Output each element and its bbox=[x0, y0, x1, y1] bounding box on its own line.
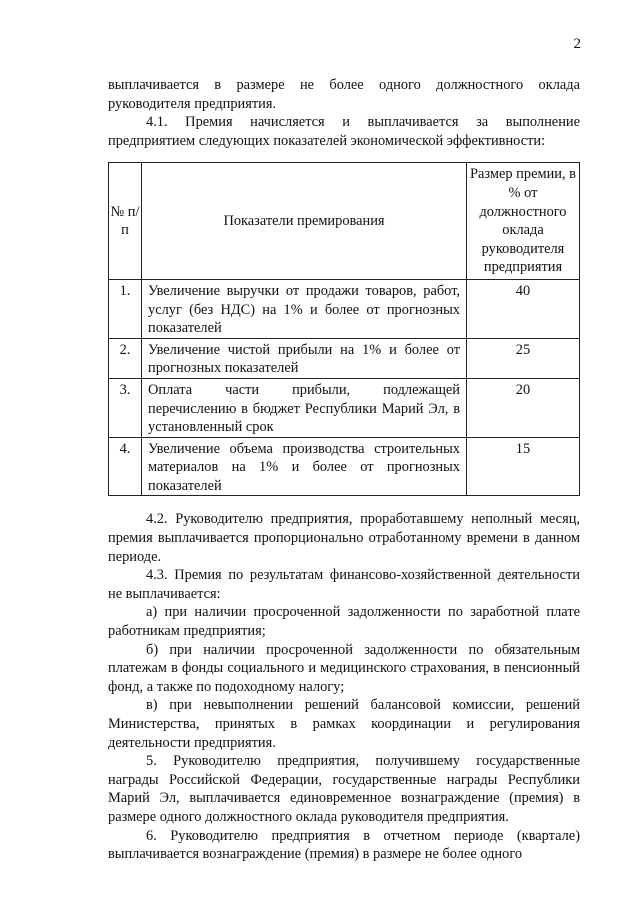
row-indicator: Увеличение выручки от продажи товаров, работ, услуг (без НДС) на 1% и более от прогнозных показателей bbox=[142, 279, 467, 338]
paragraph: 4.3. Премия по результатам финансово-хозяйственной деятельности не выплачивается: bbox=[108, 567, 580, 602]
paragraph: 6. Руководителю предприятия в отчетном периоде (квартале) выплачивается вознаграждение (премия) в размере не более одного bbox=[108, 827, 580, 863]
paragraph: 5. Руководителю предприятия, получившему государственные награды Российской Федерации, государственные награды Республики Марий Эл, выплачивается единовременное вознаграждение (премия) в размере одного должностного оклада руководителя предприятия. bbox=[108, 753, 580, 825]
row-indicator: Оплата части прибыли, подлежащей перечислению в бюджет Республики Марий Эл, в установленный срок bbox=[142, 378, 467, 437]
table-header-row bbox=[109, 163, 580, 280]
header-indicator: Показатели премирования bbox=[142, 163, 467, 280]
row-number: 4. bbox=[109, 437, 142, 496]
row-bonus-value: 25 bbox=[467, 338, 580, 378]
table-row bbox=[109, 437, 580, 496]
paragraph: в) при невыполнении решений балансовой комиссии, решений Министерства, принятых в рамках координации и регулирования деятельности предприятия. bbox=[108, 697, 580, 751]
header-bonus-size: Размер премии, в % от должностного оклада руководителя предприятия bbox=[467, 163, 580, 280]
table-row bbox=[109, 338, 580, 378]
page-number: 2 bbox=[573, 36, 581, 52]
bonus-indicators-table bbox=[108, 162, 580, 496]
row-indicator: Увеличение объема производства строительных материалов на 1% и более от прогнозных показателей bbox=[142, 437, 467, 496]
paragraph: 4.1. Премия начисляется и выплачивается за выполнение предприятием следующих показателей экономической эффективности: bbox=[108, 114, 580, 149]
row-indicator: Увеличение чистой прибыли на 1% и более от прогнозных показателей bbox=[142, 338, 467, 378]
paragraph: а) при наличии просроченной задолженности по заработной плате работникам предприятия; bbox=[108, 604, 580, 640]
paragraph: б) при наличии просроченной задолженности по обязательным платежам в фонды социального и медицинского страхования, в пенсионный фонд, а также по подоходному налогу; bbox=[108, 641, 580, 695]
row-number: 1. bbox=[109, 279, 142, 338]
row-bonus-value: 20 bbox=[467, 378, 580, 437]
row-number: 3. bbox=[109, 378, 142, 437]
row-bonus-value: 15 bbox=[467, 437, 580, 496]
table-row bbox=[109, 378, 580, 437]
document-body bbox=[108, 76, 580, 864]
header-number: № п/п bbox=[109, 163, 142, 280]
table-row bbox=[109, 279, 580, 338]
row-number: 2. bbox=[109, 338, 142, 378]
row-bonus-value: 40 bbox=[467, 279, 580, 338]
paragraph: 4.2. Руководителю предприятия, проработавшему неполный месяц, премия выплачивается пропорционально отработанному времени в данном периоде. bbox=[108, 511, 580, 565]
paragraph: выплачивается в размере не более одного должностного оклада руководителя предприятия. bbox=[108, 77, 580, 112]
